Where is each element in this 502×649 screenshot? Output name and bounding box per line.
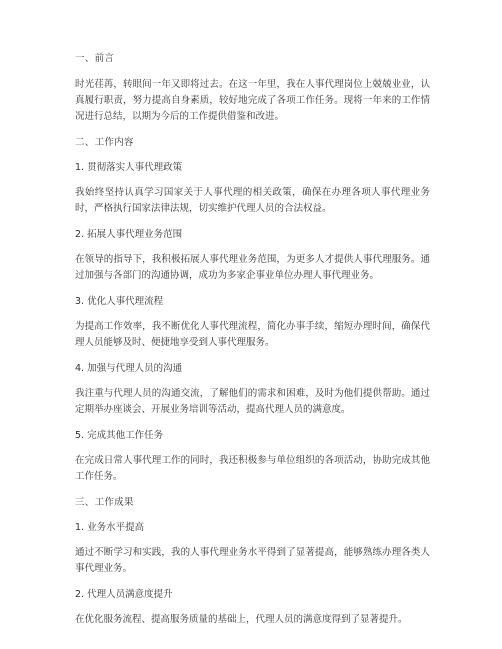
item-title-optimize-process: 3. 优化人事代理流程 (75, 296, 164, 307)
item-title-other-tasks: 5. 完成其他工作任务 (75, 430, 164, 441)
preface-paragraph: 时光荏苒，转眼间一年又即将过去。在这一年里，我在人事代理岗位上兢兢业业，认真履行职责，努力提高自身素质，较好地完成了各项工作任务。现将一年来的工作情况进行总结，以期为今后的工作提供借鉴和改进。 (75, 79, 430, 122)
item-title-communication: 4. 加强与代理人员的沟通 (75, 363, 183, 374)
section-heading-results: 三、工作成果 (75, 497, 134, 508)
item-title-expand-scope: 2. 拓展人事代理业务范围 (75, 229, 183, 240)
section-heading-work-content: 二、工作内容 (75, 137, 134, 148)
item-paragraph-policy: 我始终坚持认真学习国家关于人事代理的相关政策，确保在办理各项人事代理业务时，严格执行国家法律法规，切实维护代理人员的合法权益。 (75, 187, 430, 214)
item-title-satisfaction: 2. 代理人员满意度提升 (75, 589, 173, 600)
item-paragraph-optimize-process: 为提高工作效率，我不断优化人事代理流程，简化办事手续，缩短办理时间，确保代理人员能够及时、便捷地享受到人事代理服务。 (75, 321, 430, 348)
item-paragraph-communication: 我注重与代理人员的沟通交流，了解他们的需求和困难，及时为他们提供帮助。通过定期举办座谈会、开展业务培训等活动，提高代理人员的满意度。 (75, 388, 430, 415)
item-title-skill-improvement: 1. 业务水平提高 (75, 522, 145, 533)
section-heading-preface: 一、前言 (75, 53, 115, 64)
item-paragraph-satisfaction: 在优化服务流程、提高服务质量的基础上，代理人员的满意度得到了显著提升。 (75, 614, 408, 625)
item-paragraph-other-tasks: 在完成日常人事代理工作的同时，我还积极参与单位组织的各项活动，协助完成其他工作任务。 (75, 455, 430, 482)
item-paragraph-skill-improvement: 通过不断学习和实践，我的人事代理业务水平得到了显著提高，能够熟练办理各类人事代理业务。 (75, 547, 430, 574)
item-title-policy: 1. 贯彻落实人事代理政策 (75, 162, 183, 173)
item-paragraph-expand-scope: 在领导的指导下，我积极拓展人事代理业务范围，为更多人才提供人事代理服务。通过加强与各部门的沟通协调，成功为多家企事业单位办理人事代理业务。 (75, 254, 430, 281)
